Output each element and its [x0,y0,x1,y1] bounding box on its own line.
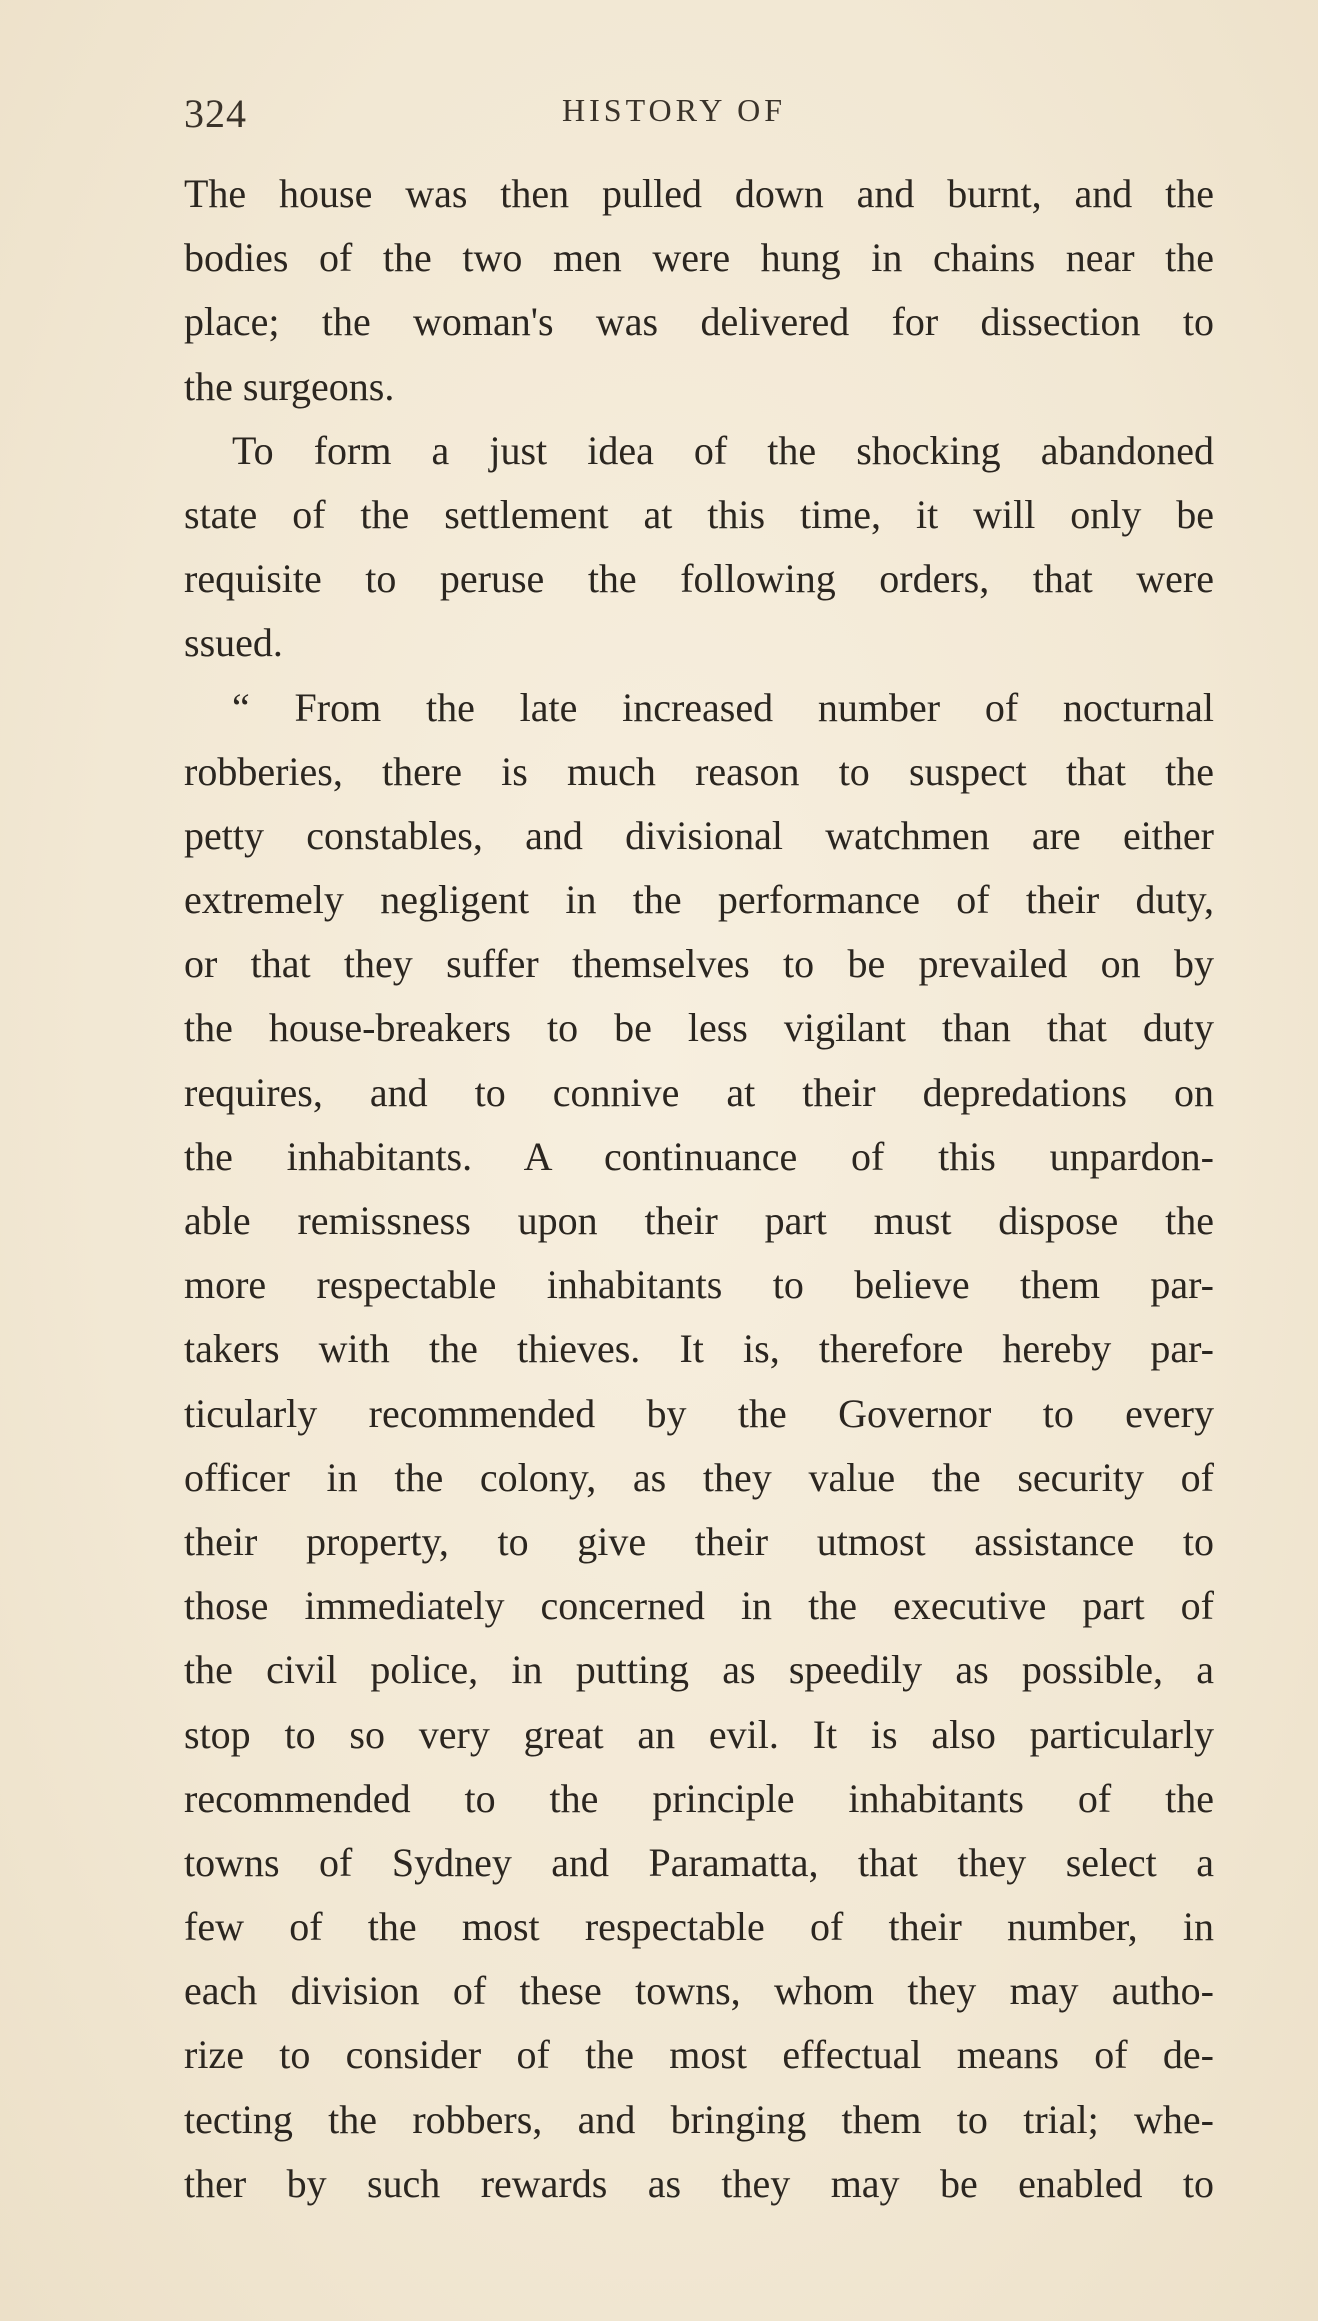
text-line: extremely negligent in the performance of their duty, [184,877,1214,923]
text-line: requires, and to connive at their depredations on [184,1069,1214,1115]
text-line: the surgeons. [184,363,395,409]
text-line: petty constables, and divisional watchmen are either [184,812,1214,858]
text-line: their property, to give their utmost assistance to [184,1518,1214,1564]
text-line: few of the most respectable of their number, in [184,1904,1214,1950]
text-line: state of the settlement at this time, it will only be [184,491,1214,537]
text-line: ticularly recommended by the Governor to every [184,1390,1214,1436]
text-line: the inhabitants. A continuance of this unpardon- [184,1133,1214,1179]
text-line: the house-breakers to be less vigilant than that duty [184,1005,1214,1051]
text-line: the civil police, in putting as speedily as possible, a [184,1647,1214,1693]
text-line: ther by such rewards as they may be enabled to [184,2160,1214,2206]
text-line: each division of these towns, whom they may autho- [184,1968,1214,2014]
text-line: stop to so very great an evil. It is also particularly [184,1711,1214,1757]
text-line: ssued. [184,620,283,666]
running-head [0,90,1318,150]
text-line: bodies of the two men were hung in chains near the [184,235,1214,281]
text-line: recommended to the principle inhabitants of the [184,1775,1214,1821]
text-line: requisite to peruse the following orders, that were [184,556,1214,602]
text-line: those immediately concerned in the executive part of [184,1583,1214,1629]
body-text [184,162,1214,2216]
text-line: rize to consider of the most effectual means of de- [184,2032,1214,2078]
running-title: HISTORY OF [562,92,787,128]
text-line: “ From the late increased number of nocturnal [232,684,1214,730]
text-line: place; the woman's was delivered for dissection to [184,299,1214,345]
text-line: tecting the robbers, and bringing them to trial; whe- [184,2096,1214,2142]
text-line: officer in the colony, as they value the security of [184,1454,1214,1500]
text-line: takers with the thieves. It is, therefore hereby par- [184,1326,1214,1372]
text-line: able remissness upon their part must dispose the [184,1198,1214,1243]
text-line: To form a just idea of the shocking abandoned [232,427,1214,473]
text-line: towns of Sydney and Paramatta, that they select a [184,1839,1214,1885]
text-line: more respectable inhabitants to believe them par- [184,1262,1214,1308]
text-line: robberies, there is much reason to suspect that the [184,748,1214,794]
text-line: or that they suffer themselves to be prevailed on by [184,941,1214,987]
text-line: The house was then pulled down and burnt, and the [184,171,1214,216]
page-number: 324 [184,91,247,136]
